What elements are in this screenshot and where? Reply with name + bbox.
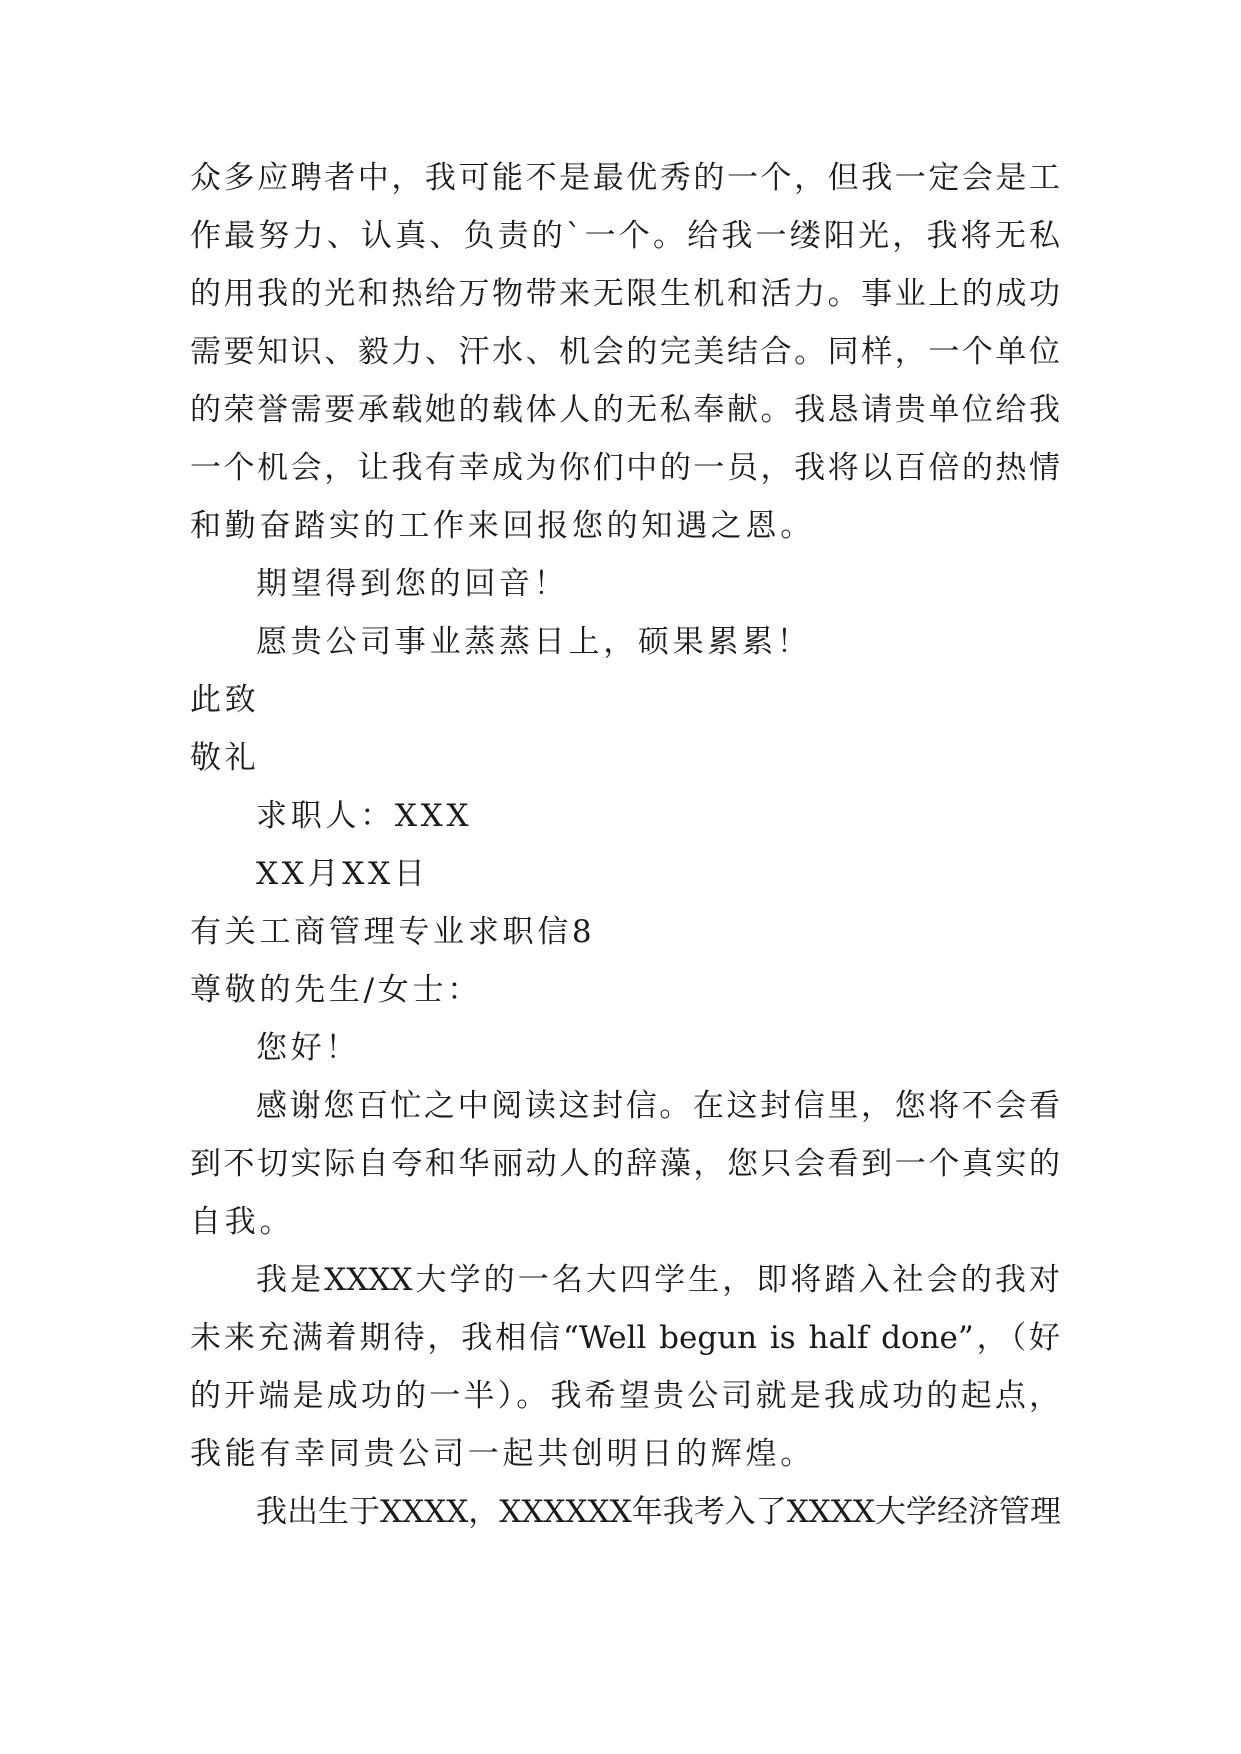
paragraph-line: 的荣誉需要承载她的载体人的无私奉献。我恳请贵单位给我 (190, 392, 1060, 428)
paragraph-line: 自我。 (190, 1204, 295, 1240)
section-title: 有关工商管理专业求职信8 (190, 914, 596, 950)
paragraph-line: 和勤奋踏实的工作来回报您的知遇之恩。 (190, 508, 815, 544)
salutation-cizhi: 此致 (190, 682, 260, 718)
paragraph-line: 我能有幸同贵公司一起共创明日的辉煌。 (190, 1436, 815, 1472)
closing-line: 期望得到您的回音！ (256, 566, 569, 602)
paragraph-line: 作最努力、认真、负责的`一个。给我一缕阳光，我将无私 (190, 218, 1060, 254)
paragraph-line: 到不切实际自夸和华丽动人的辞藻，您只会看到一个真实的 (190, 1146, 1060, 1182)
paragraph-line: 需要知识、毅力、汗水、机会的完美结合。同样，一个单位 (190, 334, 1060, 370)
paragraph-line: 我是XXXX大学的一名大四学生，即将踏入社会的我对 (256, 1262, 1060, 1298)
greeting-addressee: 尊敬的先生/女士： (190, 972, 482, 1008)
greeting-hello: 您好！ (256, 1030, 361, 1066)
salutation-jingli: 敬礼 (190, 740, 260, 776)
closing-line: 愿贵公司事业蒸蒸日上，硕果累累！ (256, 624, 812, 660)
paragraph-line: 一个机会，让我有幸成为你们中的一员，我将以百倍的热情 (190, 450, 1060, 486)
signature-date: XX月XX日 (256, 856, 429, 892)
signature-applicant: 求职人：XXX (256, 798, 473, 834)
paragraph-line: 众多应聘者中，我可能不是最优秀的一个，但我一定会是工 (190, 160, 1060, 196)
paragraph-line: 未来充满着期待，我相信“Well begun is half done”，（好 (190, 1320, 1060, 1356)
paragraph-line: 的用我的光和热给万物带来无限生机和活力。事业上的成功 (190, 276, 1060, 312)
paragraph-line: 我出生于XXXX，XXXXXX年我考入了XXXX大学经济管理 (256, 1494, 1061, 1530)
paragraph-line: 感谢您百忙之中阅读这封信。在这封信里，您将不会看 (256, 1088, 1060, 1124)
paragraph-line: 的开端是成功的一半）。我希望贵公司就是我成功的起点， (190, 1378, 1060, 1414)
